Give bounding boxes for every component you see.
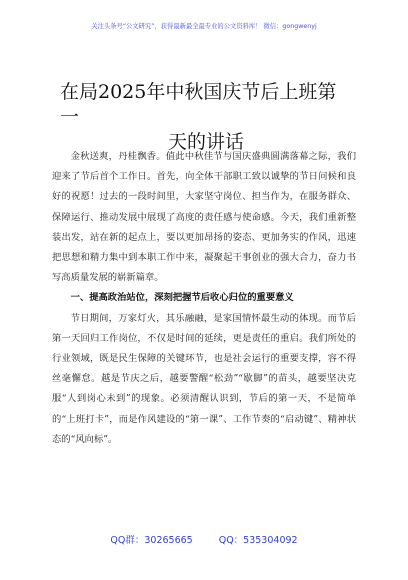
document-body	[52, 147, 356, 450]
header-promo-banner: 关注头条号“公文研究”，获得最新最全最专业的公文资料库！ 微信：gongwenyj	[91, 23, 317, 30]
footer-contact	[0, 535, 408, 547]
footer-qq-group: QQ群：30265665	[110, 535, 193, 546]
footer-qq-number: QQ：535304092	[218, 535, 298, 546]
section-heading-1: 一、提高政治站位，深刻把握节后收心归位的重要意义	[70, 292, 294, 304]
title-line-2: 天的讲话	[167, 131, 244, 153]
body-paragraph-2: 节日期间，万家灯火，其乐融融，是家国情怀最生动的体现。而节后第一天回归工作岗位，不仅是时间的延续，更是责任的重启。我们所处的行业领域，既是民生保障的关键环节，也是社会运行的重要支撑，容不得丝毫懈怠。越是节庆之后，越要警醒“松劲”“歇脚”的苗头，越要坚决克服“人到岗心未到”的现象。必须清醒认识到，节后的第一天，不是简单的“上班打卡”，而是作风建设的“第一课”、工作节奏的“启动键”、精神状态的“风向标”。	[52, 312, 356, 445]
body-paragraph-1: 金秋送爽，丹桂飘香。值此中秋佳节与国庆盛典圆满落幕之际，我们迎来了节后首个工作日。首先，向全体干部职工致以诚挚的节日问候和良好的祝愿！过去的一段时间里，大家坚守岗位、担当作为，在服务群众、保障运行、推动发展中展现了高度的责任感与使命感。今天，我们重新整装出发，站在新的起点上，要以更加昂扬的姿态、更加务实的作风，迅速把思想和精力集中到本职工作中来，凝聚起干事创业的强大合力，奋力书写高质量发展的崭新篇章。	[52, 151, 356, 284]
title-line-1: 在局2025年中秋国庆节后上班第一	[60, 81, 337, 128]
document-title	[60, 80, 352, 155]
